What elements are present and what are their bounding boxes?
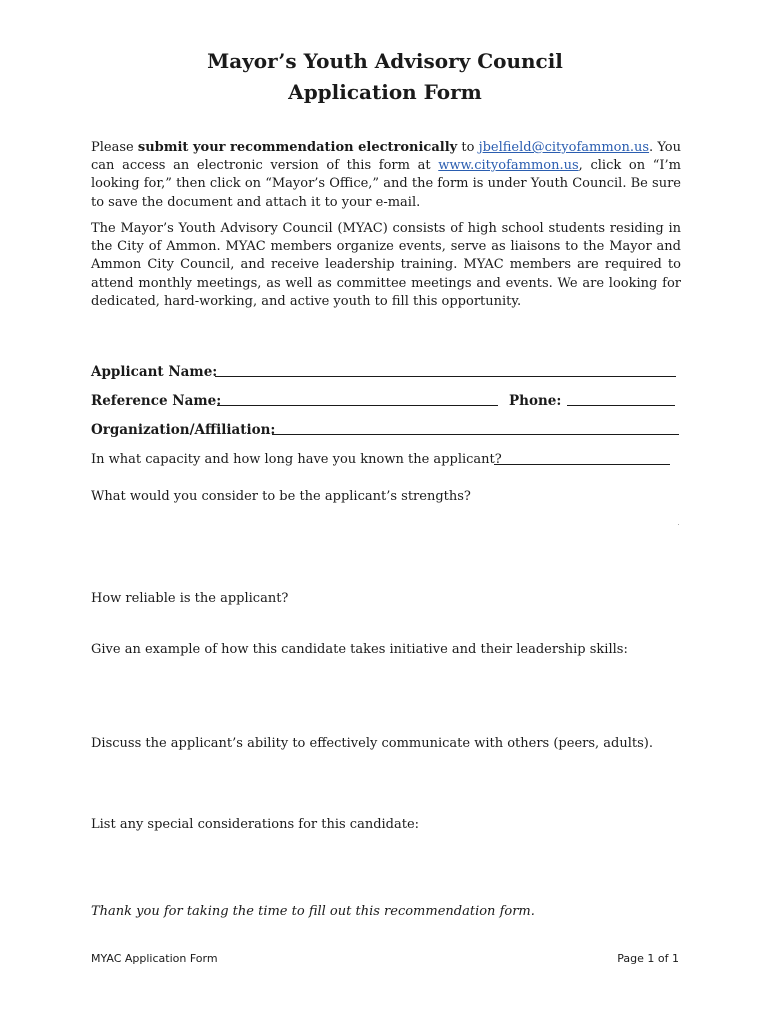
- intro-to: to: [457, 140, 479, 155]
- footer-page-number: Page 1 of 1: [617, 952, 679, 965]
- special-considerations-question: List any special considerations for this candidate:: [91, 817, 420, 832]
- stray-mark: [678, 524, 679, 525]
- footer-left: MYAC Application Form: [91, 952, 218, 965]
- intro-paragraph: [91, 139, 681, 212]
- description-paragraph: The Mayor’s Youth Advisory Council (MYAC) consists of high school students residing in the City of Ammon. MYAC members organize events, serve as liaisons to the Mayor and Ammon City Council, and receive leadership training. MYAC members are required to attend monthly meetings, as well as committee meetings and events. We are looking for dedicated, hard-working, and active youth to fill this opportunity.: [91, 221, 681, 309]
- communicate-question: Discuss the applicant’s ability to effectively communicate with others (peers, adults).: [91, 736, 653, 751]
- intro-rest: , click on “I’m looking for,” then click on “Mayor’s Office,” and the form is under Youth Council. Be sure to save the document and attach it to your e-mail.: [91, 158, 681, 210]
- organization-label: Organization/Affiliation:: [91, 422, 276, 438]
- organization-field[interactable]: [272, 434, 679, 435]
- website-link[interactable]: www.cityofammon.us: [438, 158, 579, 174]
- reliable-question: How reliable is the applicant?: [91, 591, 289, 606]
- applicant-name-field[interactable]: [215, 376, 676, 377]
- initiative-question: Give an example of how this candidate takes initiative and their leadership skills:: [91, 642, 628, 657]
- applicant-name-label: Applicant Name:: [91, 364, 218, 380]
- reference-name-label: Reference Name:: [91, 393, 222, 409]
- form-title: Mayor’s Youth Advisory Council: [207, 49, 563, 73]
- intro-bold: submit your recommendation electronically: [137, 140, 458, 155]
- strengths-question: What would you consider to be the applicant’s strengths?: [91, 489, 471, 504]
- form-subtitle: Application Form: [288, 80, 482, 104]
- thank-you-note: Thank you for taking the time to fill out this recommendation form.: [91, 904, 535, 919]
- intro-prefix: Please: [91, 140, 138, 155]
- intro-after-email: . You can access an electronic version of this form at: [91, 140, 681, 174]
- capacity-question: In what capacity and how long have you known the applicant?: [91, 452, 502, 467]
- phone-label: Phone:: [509, 393, 562, 409]
- phone-field[interactable]: [567, 405, 675, 406]
- email-link[interactable]: jbelfield@cityofammon.us: [478, 140, 650, 155]
- capacity-field[interactable]: [494, 464, 670, 465]
- reference-name-field[interactable]: [217, 405, 498, 406]
